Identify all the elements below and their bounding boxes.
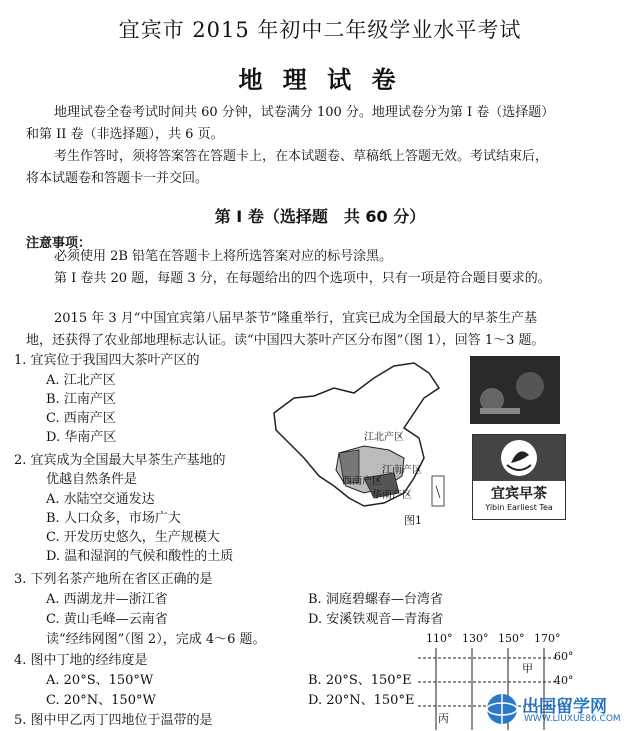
q1-option-a: A. 江北产区 bbox=[46, 373, 116, 388]
lon-label-170: 170° bbox=[534, 632, 561, 645]
paper-title: 地 理 试 卷 bbox=[238, 66, 402, 94]
q2-option-d: D. 温和湿润的气候和酸性的土质 bbox=[46, 549, 234, 564]
label-jiangnan: 江南产区 bbox=[382, 465, 422, 476]
tea-leaf-logo-icon bbox=[473, 435, 565, 481]
yibin-tea-logo bbox=[472, 434, 566, 520]
section-title: 第 I 卷（选择题 共 60 分） bbox=[214, 207, 426, 226]
q2-option-c: C. 开发历史悠久，生产规模大 bbox=[46, 530, 220, 545]
q4-option-b: B. 20°S、150°E bbox=[308, 673, 412, 688]
china-map-icon bbox=[264, 358, 464, 528]
figure-1-caption: 图1 bbox=[404, 514, 422, 527]
lon-label-150: 150° bbox=[498, 632, 525, 645]
q2-stem-cont: 优越自然条件是 bbox=[46, 472, 138, 487]
point-bing: 丙 bbox=[438, 712, 449, 725]
watermark-text: 出国留学网 bbox=[522, 697, 607, 717]
q2-option-a: A. 水陆空交通发达 bbox=[46, 492, 155, 507]
lon-label-110: 110° bbox=[426, 632, 453, 645]
passage-line-2: 地，还获得了农业部地理标志认证。读“中国四大茶叶产区分布图”（图 1），回答 1～3 题。 bbox=[26, 333, 545, 348]
q3-option-a: A. 西湖龙井—浙江省 bbox=[46, 592, 168, 607]
q1-stem: 1. 宜宾位于我国四大茶叶产区的 bbox=[14, 353, 200, 368]
passage-line-1: 2015 年 3 月“中国宜宾第八届早茶节”隆重举行，宜宾已成为全国最大的早茶生产基 bbox=[54, 311, 538, 326]
logo-text: 宜宾早茶 bbox=[491, 486, 547, 502]
q1-option-d: D. 华南产区 bbox=[46, 430, 117, 445]
q1-option-b: B. 江南产区 bbox=[46, 392, 116, 407]
lat-label-40: 40° bbox=[554, 674, 574, 687]
tea-photo-icon bbox=[470, 356, 560, 424]
watermark-url: WWW.LIUXUE86.COM bbox=[524, 714, 621, 724]
intro-line-3: 考生作答时，须将答案答在答题卡上，在本试题卷、草稿纸上答题无效。考试结束后， bbox=[54, 149, 549, 164]
lat-label-60: 60° bbox=[554, 650, 574, 663]
label-jiangbei: 江北产区 bbox=[364, 432, 404, 443]
q4-stem: 4. 图中丁地的经纬度是 bbox=[14, 653, 148, 668]
q4-option-d: D. 20°N、150°E bbox=[308, 693, 415, 708]
passage-2: 读“经纬网图”（图 2），完成 4～6 题。 bbox=[46, 632, 266, 647]
notice-1: 必须使用 2B 铅笔在答题卡上将所选答案对应的标号涂黑。 bbox=[54, 249, 393, 264]
q4-option-a: A. 20°S、150°W bbox=[46, 673, 154, 688]
q3-stem: 3. 下列名茶产地所在省区正确的是 bbox=[14, 572, 213, 587]
exam-title: 宜宾市 2015 年初中二年级学业水平考试 bbox=[118, 18, 522, 42]
intro-line-1: 地理试卷全卷考试时间共 60 分钟，试卷满分 100 分。地理试卷分为第 I 卷（选择题） bbox=[54, 105, 555, 120]
lon-label-130: 130° bbox=[462, 632, 489, 645]
logo-subtext: Yibin Earliest Tea bbox=[485, 503, 553, 512]
figure-1-map bbox=[264, 358, 464, 528]
q1-option-c: C. 西南产区 bbox=[46, 411, 116, 426]
notice-label: 注意事项： bbox=[26, 236, 92, 251]
notice-2: 第 I 卷共 20 题，每题 3 分，在每题给出的四个选项中，只有一项是符合题目要求的。 bbox=[54, 271, 551, 286]
q3-option-b: B. 洞庭碧螺春—台湾省 bbox=[308, 592, 443, 607]
site-watermark bbox=[480, 690, 640, 730]
globe-icon bbox=[484, 692, 520, 726]
q2-stem: 2. 宜宾成为全国最大早茶生产基地的 bbox=[14, 453, 226, 468]
label-huanan: 华南产区 bbox=[372, 490, 412, 501]
intro-line-2: 和第 II 卷（非选择题），共 6 页。 bbox=[26, 127, 224, 142]
tea-festival-photo bbox=[470, 356, 560, 424]
q2-option-b: B. 人口众多，市场广大 bbox=[46, 511, 181, 526]
point-jia: 甲 bbox=[522, 662, 533, 675]
q3-option-d: D. 安溪铁观音—青海省 bbox=[308, 612, 444, 627]
label-xinan: 西南产区 bbox=[342, 476, 382, 487]
q4-option-c: C. 20°N、150°W bbox=[46, 693, 156, 708]
intro-line-4: 将本试题卷和答题卡一并交回。 bbox=[26, 171, 209, 186]
q3-option-c: C. 黄山毛峰—云南省 bbox=[46, 612, 168, 627]
q5-stem: 5. 图中甲乙丙丁四地位于温带的是 bbox=[14, 713, 213, 728]
